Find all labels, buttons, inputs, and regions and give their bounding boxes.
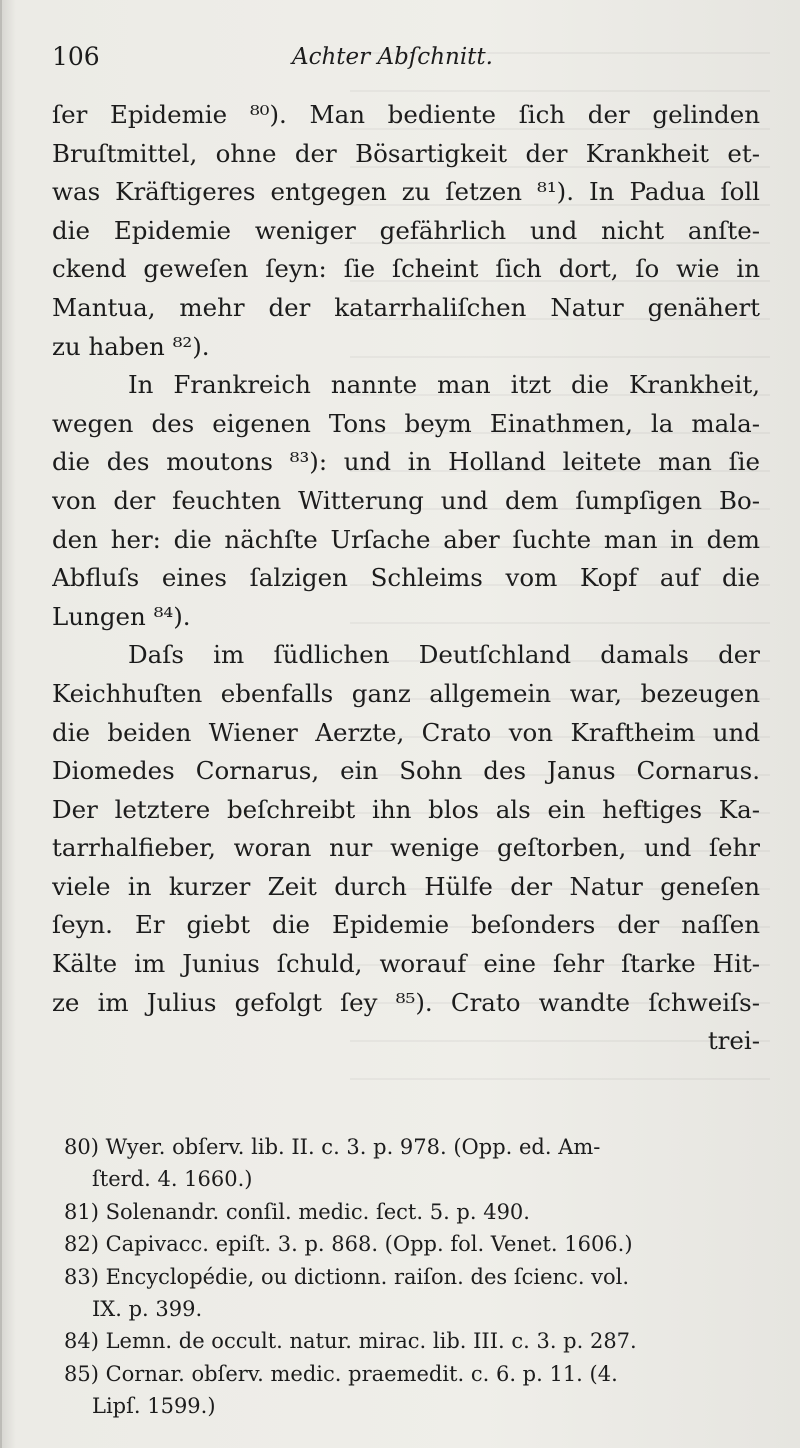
text-line: zu haben ⁸²). [52, 331, 210, 361]
footnote-85: 85) Cornar. obſerv. medic. praemedit. c. 6. p. 11. (4. [64, 1361, 618, 1386]
running-head: Achter Abſchnitt. [292, 44, 493, 70]
text-line: Kälte im Junius ſchuld, worauf eine ſehr ſtarke Hit- [52, 949, 760, 979]
text-line: Mantua, mehr der katarrhaliſchen Natur genähert [52, 292, 760, 322]
text-line: Keichhuſten ebenfalls ganz allgemein war, bezeugen [52, 678, 760, 708]
footnote-80: 80) Wyer. obſerv. lib. II. c. 3. p. 978. (Opp. ed. Am- [64, 1135, 601, 1159]
text-line: wegen des eigenen Tons beym Einathmen, la mala- [52, 408, 760, 438]
text-line: Der letztere beſchreibt ihn blos als ein heftiges Ka- [52, 794, 760, 824]
text-line: viele in kurzer Zeit durch Hülfe der Natur geneſen [52, 871, 760, 901]
footnote-83: 83) Encyclopédie, ou dictionn. raiſon. des ſcienc. vol. [64, 1264, 630, 1289]
footnote-84: 84) Lemn. de occult. natur. mirac. lib. III. c. 3. p. 287. [64, 1329, 637, 1354]
text-line: Abfluſs eines ſalzigen Schleims vom Kopf auf die [52, 563, 760, 593]
text-line: Daſs im ſüdlichen Deutſchland damals der [128, 640, 760, 670]
text-line: tarrhalfieber, woran nur wenige geſtorben, und ſehr [52, 833, 760, 863]
footnote-83-cont: IX. p. 399. [92, 1297, 203, 1322]
text-line: ckend geweſen ſeyn: ſie ſcheint ſich dort, ſo wie in [52, 254, 760, 284]
page-number: 106 [52, 42, 100, 71]
text-line: Bruſtmittel, ohne der Bösartigkeit der Krankheit et- [52, 138, 760, 168]
text-line: Lungen ⁸⁴). [52, 601, 191, 631]
text-line: von der feuchten Witterung und dem ſumpſigen Bo- [52, 485, 760, 515]
footnote-85-cont: Lipſ. 1599.) [92, 1394, 216, 1419]
footnote-80-cont: ſterd. 4. 1660.) [92, 1167, 253, 1192]
footnotes [64, 1131, 764, 1423]
page-header [52, 42, 772, 82]
catchword: trei- [707, 1026, 760, 1056]
main-text [52, 96, 760, 1061]
text-line: Diomedes Cornarus, ein Sohn des Janus Cornarus. [52, 756, 760, 786]
text-line: die Epidemie weniger gefährlich und nicht anſte- [52, 215, 760, 245]
text-line: ſeyn. Er giebt die Epidemie beſonders der naſſen [52, 910, 760, 940]
text-line: die des moutons ⁸³): und in Holland leitete man ſie [52, 447, 760, 477]
text-line: ſer Epidemie ⁸⁰). Man bediente ſich der gelinden [52, 100, 760, 129]
text-line: die beiden Wiener Aerzte, Crato von Kraftheim und [52, 717, 760, 747]
text-line: ze im Julius gefolgt ſey ⁸⁵). Crato wandte ſchweiſs- [52, 987, 760, 1017]
text-line: den her: die nächſte Urſache aber ſuchte man in dem [52, 524, 760, 554]
footnote-81: 81) Solenandr. conſil. medic. ſect. 5. p. 490. [64, 1199, 530, 1224]
text-line: was Kräftigeres entgegen zu ſetzen ⁸¹). In Padua ſoll [52, 177, 760, 207]
text-line: In Frankreich nannte man itzt die Krankheit, [128, 370, 760, 400]
footnote-82: 82) Capivacc. epiſt. 3. p. 868. (Opp. fol. Venet. 1606.) [64, 1232, 633, 1257]
